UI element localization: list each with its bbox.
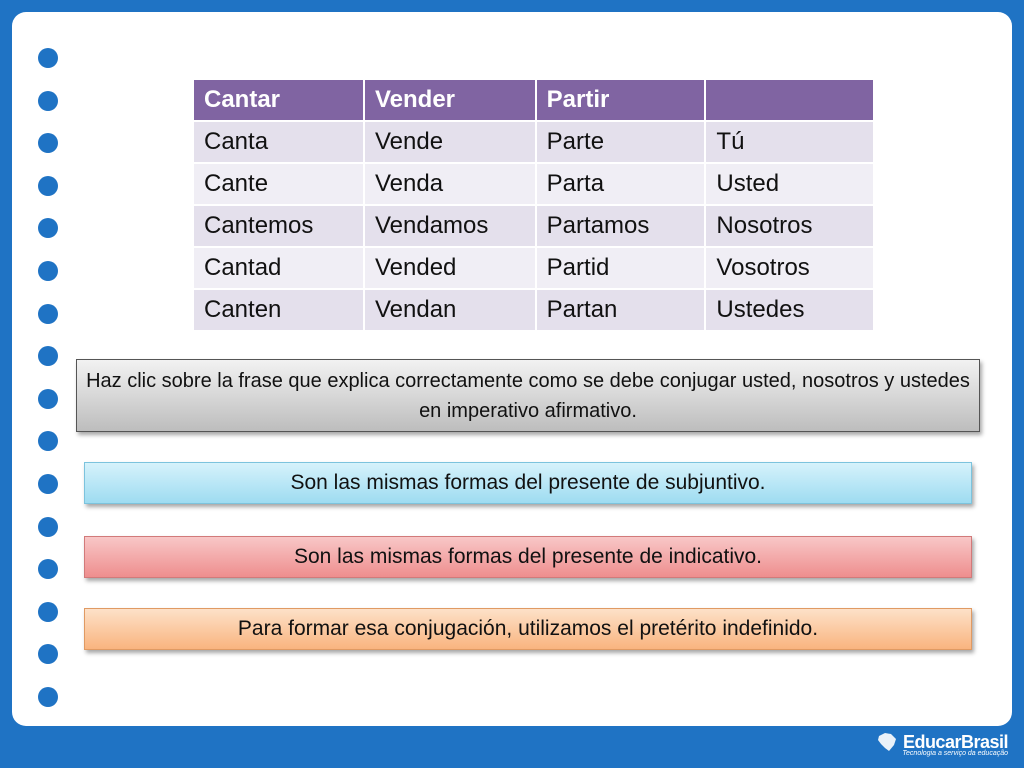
table-row [193,121,874,163]
table-cell: Cantemos [193,205,364,247]
notebook-holes [38,48,60,730]
notebook-hole [38,559,58,579]
logo-name: EducarBrasil [902,731,1008,752]
table-cell: Partid [536,247,706,289]
notebook-hole [38,431,58,451]
table-header-row [193,79,874,121]
table-cell: Vende [364,121,536,163]
header-cell [705,79,874,121]
notebook-hole [38,48,58,68]
notebook-hole [38,346,58,366]
table-row [193,289,874,331]
notebook-hole [38,133,58,153]
table-cell: Parta [536,163,706,205]
table-cell: Cantad [193,247,364,289]
notebook-hole [38,176,58,196]
notebook-hole [38,602,58,622]
header-cell: Vender [364,79,536,121]
table-cell: Vendamos [364,205,536,247]
table-cell: Ustedes [705,289,874,331]
table-cell: Cante [193,163,364,205]
table-cell: Nosotros [705,205,874,247]
header-cell: Partir [536,79,706,121]
notebook-hole [38,218,58,238]
notebook-hole [38,91,58,111]
brazil-map-icon [875,730,899,754]
notebook-hole [38,474,58,494]
table-cell: Vosotros [705,247,874,289]
table-cell: Usted [705,163,874,205]
notebook-hole [38,517,58,537]
instruction-box: Haz clic sobre la frase que explica correctamente como se debe conjugar usted, nosotros y ustedes en imperativo afirmativo. [76,359,980,432]
notebook-hole [38,304,58,324]
educarbrasil-logo [875,730,1008,757]
table-row [193,247,874,289]
table-row [193,205,874,247]
table-cell: Parte [536,121,706,163]
notebook-hole [38,687,58,707]
table-cell: Canta [193,121,364,163]
option-subjuntivo-button[interactable]: Son las mismas formas del presente de subjuntivo. [84,462,972,504]
option-indicativo-button[interactable]: Son las mismas formas del presente de indicativo. [84,536,972,578]
table-cell: Partamos [536,205,706,247]
table-cell: Vendan [364,289,536,331]
table-cell: Tú [705,121,874,163]
table-cell: Partan [536,289,706,331]
logo-tagline: Tecnologia a serviço da educação [902,750,1008,757]
notebook-hole [38,644,58,664]
notebook-hole [38,389,58,409]
table-cell: Canten [193,289,364,331]
conjugation-table [192,78,875,332]
table-row [193,163,874,205]
header-cell: Cantar [193,79,364,121]
table-cell: Vended [364,247,536,289]
notebook-hole [38,261,58,281]
table-cell: Venda [364,163,536,205]
option-preterito-button[interactable]: Para formar esa conjugación, utilizamos el pretérito indefinido. [84,608,972,650]
